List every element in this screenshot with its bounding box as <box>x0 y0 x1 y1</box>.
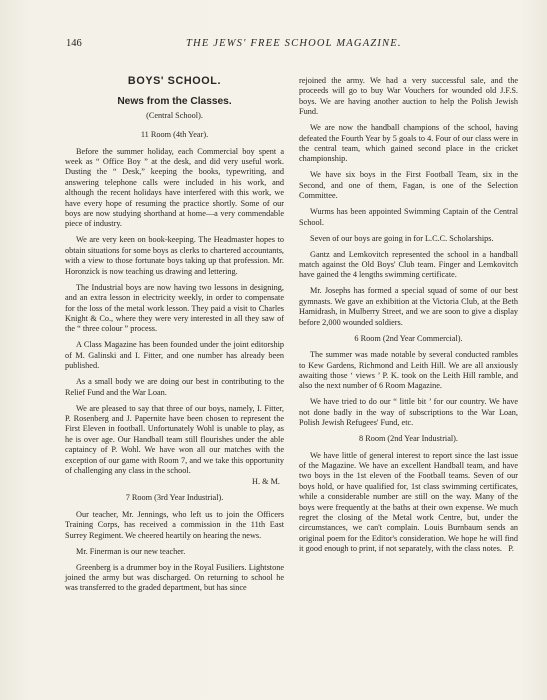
paragraph: The summer was made notable by several conducted rambles to Kew Gardens, Richmond and Leith Hill. We are all anxiously awaiting those ‘ views ’ P. K. took on the Leith Hill ramble, and also the next number of 6 Room Magazine. <box>299 350 518 391</box>
section-heading: BOYS' SCHOOL. <box>127 75 222 87</box>
paragraph: We have little of general interest to report since the last issue of the Magazine. We have an excellent Handball team, and have two boys in the 1st eleven of the Football teams. Seven of our boys hold, or have qualified for, 1st class swimming certificates, while a considerable number are still on the way. Many of the boys were frequently at the baths at their own expense. We much regret the closing of the Metal work Centre, but, under the circumstances, we can't complain. Louis Burnbaum sends an original poem for the Editor's consideration. We hope he will find it good enough to print, if not separately, with the class notes. <box>299 450 518 554</box>
paragraph: rejoined the army. We had a very successful sale, and the proceeds will go to buy War Vouchers for wounded old J.F.S. boys. We are having another auction to help the Polish Jewish Fund. <box>299 76 518 117</box>
paragraph: We have tried to do our “ little bit ’ for our country. We have not done badly in the way of subscriptions to the War Loan, Polish Jewish Refugees' Fund, etc. <box>299 397 518 428</box>
room-11-title: 11 Room (4th Year). <box>140 130 209 140</box>
page-number: 146 <box>66 38 82 49</box>
paragraph: Wurms has been appointed Swimming Captain of the Central School. <box>299 207 518 227</box>
right-column <box>299 76 518 555</box>
journal-title: THE JEWS' FREE SCHOOL MAGAZINE. <box>186 38 402 49</box>
section-subheading: News from the Classes. <box>117 96 232 108</box>
left-column <box>65 76 284 599</box>
room-6-title: 6 Room (2nd Year Commercial). <box>354 333 463 343</box>
paragraph: Greenberg is a drummer boy in the Royal Fusiliers. Lightstone joined the army but was discharged. On returning to school he was transferred to the graded department, but has since <box>65 562 284 593</box>
paragraph: We have six boys in the First Football Team, six in the Second, and one of them, Fagan, is one of the Selection Committee. <box>299 170 518 201</box>
room-11-signature: H. & M. <box>252 476 280 486</box>
paragraph: As a small body we are doing our best in contributing to the Relief Fund and the War Loan. <box>65 377 284 397</box>
paragraph: We are very keen on book-keeping. The Headmaster hopes to obtain situations for some boys as clerks to chartered accountants, with a view to those fortunate boys taking up that profession. Mr. Horonzick is now teaching us drawing and lettering. <box>65 235 284 276</box>
paragraph: We are pleased to say that three of our boys, namely, I. Fitter, P. Rosenberg and J. Papernite have been chosen to represent the First Eleven in football. Unfortunately Wohl is unable to play, as he is over age. Our Handball team still flourishes under the able captaincy of P. Wohl. We have won all our matches with the exception of our game with Room 7, and we take this opportunity of challenging any class in the school. <box>65 403 284 475</box>
room-8-signature: P. <box>508 544 514 554</box>
paragraph: Mr. Josephs has formed a special squad of some of our best gymnasts. We gave an exhibition at the Victoria Club, at the Beth Hamidrash, in Mulberry Street, and we are soon to give a display before 2,000 wounded soldiers. <box>299 286 518 327</box>
room-7-title: 7 Room (3rd Year Industrial). <box>125 493 224 503</box>
paragraph: Gantz and Lemkovitch represented the school in a handball match against the Old Boys' Club team. Finger and Lemkovitch have gained the 4 lengths swimming certificate. <box>299 249 518 280</box>
paragraph: Our teacher, Mr. Jennings, who left us to join the Officers Training Corps, has received a commission in the 11th East Surrey Regiment. We cheered heartily on hearing the news. <box>65 509 284 540</box>
paragraph: Seven of our boys are going in for L.C.C. Scholarships. <box>310 233 494 243</box>
paragraph: A Class Magazine has been founded under the joint editorship of M. Galinski and I. Fitter, and one number has already been published. <box>65 340 284 371</box>
paragraph: We are now the handball champions of the school, having defeated the Fourth Year by 5 goals to 4. Four of our class were in the central team, which gained second place in the cricket championship. <box>299 123 518 164</box>
running-header <box>66 38 507 52</box>
paragraph: Mr. Finerman is our new teacher. <box>76 546 186 556</box>
room-8-title: 8 Room (2nd Year Industrial). <box>359 434 458 444</box>
paragraph: Before the summer holiday, each Commercial boy spent a week as “ Office Boy ” at the desk, and did very useful work. Dusting the “ Desk,” keeping the books, typewriting, and answering telephone calls were included in his work, and although the recent holidays have interfered with this work, we have every hope of resuming the practice shortly. Some of our boys are now studying shorthand at home—a very commendable piece of industry. <box>65 146 284 229</box>
paragraph: The Industrial boys are now having two lessons in designing, and an extra lesson in electricity weekly, in order to compensate for the loss of the metal work lesson. They paid a visit to Charles Knight & Co., where they were very interested in all they saw of the “ three colour ” process. <box>65 282 284 334</box>
section-subheading-note: (Central School). <box>146 110 203 120</box>
